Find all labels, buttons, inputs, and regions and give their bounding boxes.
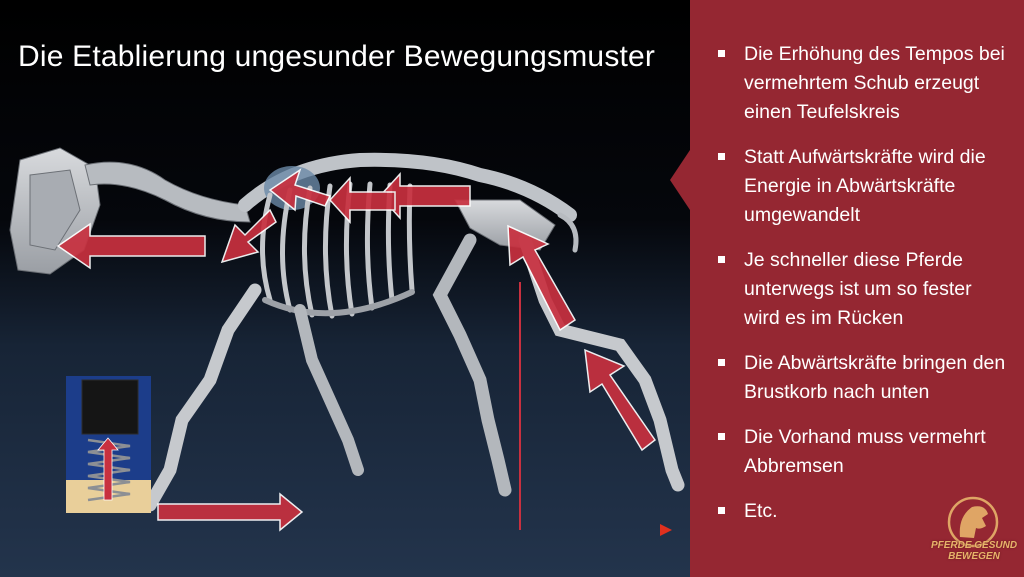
front-leg-right: [300, 310, 358, 470]
bullet-text: Die Erhöhung des Tempos bei vermehrtem Schub erzeugt einen Teufelskreis: [744, 43, 1005, 123]
hind-leg-left: [440, 240, 505, 490]
forward-arrow-head-left: [58, 224, 205, 268]
bullet-item: [712, 40, 1012, 127]
panel-notch: [670, 150, 690, 210]
bullet-square-icon: [718, 153, 725, 160]
hind-up-arrow: [508, 226, 575, 330]
bullet-square-icon: [718, 433, 725, 440]
front-leg-left: [150, 290, 255, 505]
bullet-item: [712, 349, 1012, 407]
bullet-square-icon: [718, 359, 725, 366]
bullet-text: Statt Aufwärtskräfte wird die Energie in Abwärtskräfte umgewandelt: [744, 146, 986, 226]
slide-title: Die Etablierung ungesunder Bewegungsmuster: [18, 40, 656, 73]
bullet-text: Je schneller diese Pferde unterwegs ist um so fester wird es im Rücken: [744, 249, 972, 329]
bullet-list: [712, 40, 1012, 542]
lower-hind-up-arrow: [585, 350, 655, 450]
bullet-item: [712, 143, 1012, 230]
logo-line-1: PFERDE GESUND: [930, 540, 1018, 551]
bullet-text: Etc.: [744, 500, 778, 522]
bullet-item: [712, 246, 1012, 333]
spine-arrow-mid: [330, 178, 395, 222]
bottom-forward-arrow: [158, 494, 302, 530]
logo-line-2: BEWEGEN: [948, 551, 1000, 562]
neck-vertebrae: [85, 162, 250, 222]
bullet-square-icon: [718, 50, 725, 57]
logo-text: [928, 540, 1020, 562]
bullet-item: [712, 423, 1012, 481]
bullet-text: Die Vorhand muss vermehrt Abbremsen: [744, 426, 986, 477]
bullet-text: Die Abwärtskräfte bringen den Brustkorb nach unten: [744, 352, 1006, 403]
speed-line-arrowhead: [660, 524, 672, 536]
spring-block-icon: [66, 376, 151, 513]
bullet-square-icon: [718, 507, 725, 514]
bullet-square-icon: [718, 256, 725, 263]
